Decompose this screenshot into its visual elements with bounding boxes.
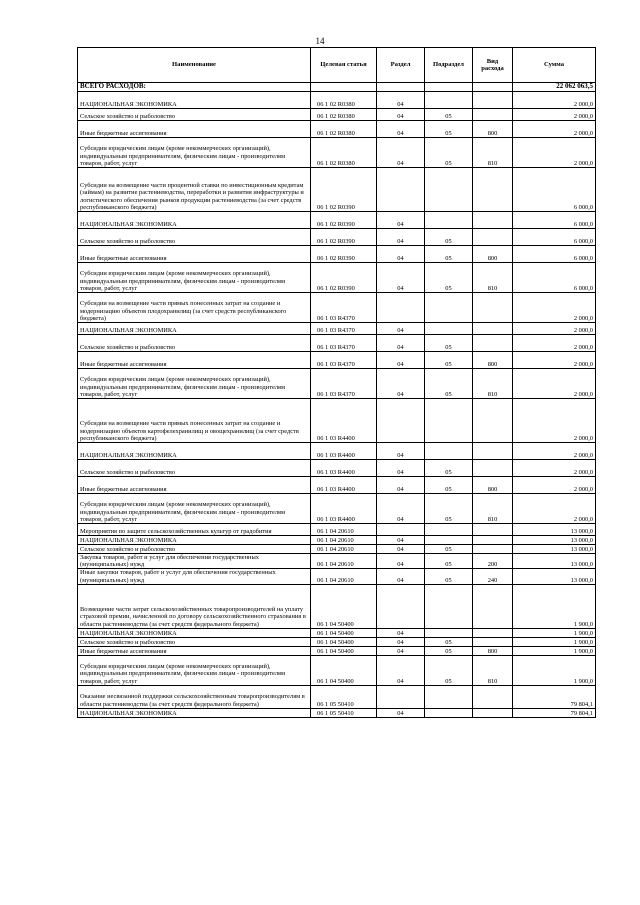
cell-section: 04 [377, 323, 425, 335]
table-cell [311, 83, 377, 92]
cell-subsection: 05 [425, 494, 473, 524]
cell-sum: 2 000,0 [513, 335, 596, 352]
table-row [78, 708, 596, 717]
cell-sum: 1 900,0 [513, 646, 596, 655]
cell-kind [473, 92, 513, 109]
cell-subsection [425, 168, 473, 212]
cell-target: 06 1 03 R4370 [311, 293, 377, 323]
cell-section: 04 [377, 443, 425, 460]
cell-section: 04 [377, 335, 425, 352]
cell-subsection [425, 212, 473, 229]
cell-sum: 2 000,0 [513, 121, 596, 138]
cell-subsection: 05 [425, 655, 473, 685]
cell-name: Возмещение части затрат сельскохозяйственных товаропроизводителей на уплату страховой премии, начисленной по договору сельскохозяйственного страхования в области растениеводства (за счет средств федерального бюджета) [78, 584, 311, 628]
cell-sum: 2 000,0 [513, 323, 596, 335]
cell-target: 06 1 02 R0390 [311, 212, 377, 229]
cell-target: 06 1 03 R4370 [311, 323, 377, 335]
cell-subsection [425, 92, 473, 109]
table-row [78, 323, 596, 335]
cell-kind [473, 524, 513, 536]
cell-kind [473, 460, 513, 477]
cell-kind: 240 [473, 569, 513, 584]
cell-name: НАЦИОНАЛЬНАЯ ЭКОНОМИКА [78, 92, 311, 109]
table-row [78, 655, 596, 685]
cell-subsection [425, 536, 473, 545]
cell-subsection [425, 708, 473, 717]
cell-kind: 200 [473, 554, 513, 569]
cell-section: 04 [377, 545, 425, 554]
cell-subsection [425, 323, 473, 335]
table-row [78, 494, 596, 524]
cell-sum: 1 900,0 [513, 628, 596, 637]
header-subsection: Подраздел [425, 48, 473, 83]
budget-table [77, 47, 596, 718]
cell-section: 04 [377, 536, 425, 545]
total-row [78, 83, 596, 92]
cell-sum: 13 000,0 [513, 524, 596, 536]
table-row [78, 569, 596, 584]
cell-name: Иные закупки товаров, работ и услуг для обеспечения государственных (муниципальных) нужд [78, 569, 311, 584]
cell-target: 06 1 04 20610 [311, 545, 377, 554]
cell-name: Иные бюджетные ассигнования [78, 477, 311, 494]
table-row [78, 443, 596, 460]
cell-name: Субсидии юридическим лицам (кроме некоммерческих организаций), индивидуальным предпринимателям, физическим лицам - производителям товаров, работ, услуг [78, 655, 311, 685]
cell-name: Сельское хозяйство и рыболовство [78, 335, 311, 352]
cell-kind [473, 628, 513, 637]
table-row [78, 460, 596, 477]
cell-section [377, 524, 425, 536]
table-row [78, 646, 596, 655]
cell-kind: 810 [473, 369, 513, 399]
cell-name: Закупка товаров, работ и услуг для обеспечения государственных (муниципальных) нужд [78, 554, 311, 569]
table-row [78, 477, 596, 494]
cell-sum: 2 000,0 [513, 138, 596, 168]
cell-subsection: 05 [425, 460, 473, 477]
cell-section: 04 [377, 628, 425, 637]
cell-subsection [425, 524, 473, 536]
table-cell [425, 83, 473, 92]
table-row [78, 685, 596, 708]
cell-section: 04 [377, 229, 425, 246]
cell-sum: 2 000,0 [513, 293, 596, 323]
cell-target: 06 1 04 50400 [311, 628, 377, 637]
cell-name: Сельское хозяйство и рыболовство [78, 460, 311, 477]
total-label: ВСЕГО РАСХОДОВ: [78, 83, 311, 92]
cell-section [377, 685, 425, 708]
cell-subsection [425, 685, 473, 708]
cell-target: 06 1 03 R4370 [311, 369, 377, 399]
table-row [78, 263, 596, 293]
cell-target: 06 1 04 20610 [311, 536, 377, 545]
cell-subsection: 05 [425, 637, 473, 646]
cell-name: Субсидии юридическим лицам (кроме некоммерческих организаций), индивидуальным предпринимателям, физическим лицам - производителям товаров, работ, услуг [78, 494, 311, 524]
cell-target: 06 1 05 50410 [311, 708, 377, 717]
cell-section [377, 168, 425, 212]
table-row [78, 399, 596, 443]
cell-target: 06 1 04 20610 [311, 569, 377, 584]
cell-target: 06 1 02 R0380 [311, 92, 377, 109]
header-target: Целевая статья [311, 48, 377, 83]
cell-sum: 2 000,0 [513, 477, 596, 494]
cell-section: 04 [377, 494, 425, 524]
table-row [78, 293, 596, 323]
cell-kind: 800 [473, 246, 513, 263]
header-section: Раздел [377, 48, 425, 83]
cell-target: 06 1 03 R4370 [311, 352, 377, 369]
cell-subsection: 05 [425, 109, 473, 121]
cell-kind: 800 [473, 352, 513, 369]
cell-sum: 13 000,0 [513, 545, 596, 554]
cell-target: 06 1 02 R0390 [311, 229, 377, 246]
cell-name: Субсидии юридическим лицам (кроме некоммерческих организаций), индивидуальным предпринимателям, физическим лицам - производителям товаров, работ, услуг [78, 263, 311, 293]
cell-kind [473, 109, 513, 121]
cell-kind: 800 [473, 646, 513, 655]
cell-kind [473, 536, 513, 545]
cell-sum: 13 000,0 [513, 536, 596, 545]
cell-target: 06 1 02 R0390 [311, 168, 377, 212]
cell-section: 04 [377, 655, 425, 685]
cell-sum: 1 900,0 [513, 584, 596, 628]
cell-sum: 2 000,0 [513, 92, 596, 109]
cell-sum: 2 000,0 [513, 443, 596, 460]
cell-target: 06 1 04 50400 [311, 655, 377, 685]
cell-section [377, 584, 425, 628]
cell-kind [473, 443, 513, 460]
cell-subsection: 05 [425, 263, 473, 293]
cell-name: Иные бюджетные ассигнования [78, 121, 311, 138]
table-row [78, 229, 596, 246]
cell-name: Иные бюджетные ассигнования [78, 646, 311, 655]
cell-target: 06 1 03 R4400 [311, 399, 377, 443]
table-row [78, 92, 596, 109]
cell-kind [473, 293, 513, 323]
cell-kind [473, 685, 513, 708]
cell-sum: 6 000,0 [513, 246, 596, 263]
cell-subsection: 05 [425, 335, 473, 352]
cell-name: НАЦИОНАЛЬНАЯ ЭКОНОМИКА [78, 443, 311, 460]
cell-name: Сельское хозяйство и рыболовство [78, 109, 311, 121]
cell-section: 04 [377, 138, 425, 168]
cell-sum: 2 000,0 [513, 109, 596, 121]
cell-section: 04 [377, 646, 425, 655]
cell-name: НАЦИОНАЛЬНАЯ ЭКОНОМИКА [78, 323, 311, 335]
cell-sum: 6 000,0 [513, 168, 596, 212]
table-row [78, 168, 596, 212]
cell-target: 06 1 03 R4400 [311, 443, 377, 460]
cell-target: 06 1 02 R0380 [311, 109, 377, 121]
cell-target: 06 1 03 R4370 [311, 335, 377, 352]
cell-name: НАЦИОНАЛЬНАЯ ЭКОНОМИКА [78, 708, 311, 717]
cell-sum: 2 000,0 [513, 369, 596, 399]
cell-name: НАЦИОНАЛЬНАЯ ЭКОНОМИКА [78, 536, 311, 545]
cell-section: 04 [377, 637, 425, 646]
cell-kind: 800 [473, 121, 513, 138]
header-kind: Вид расхода [473, 48, 513, 83]
cell-target: 06 1 04 50400 [311, 646, 377, 655]
cell-sum: 1 900,0 [513, 637, 596, 646]
cell-sum: 79 804,1 [513, 708, 596, 717]
table-row [78, 524, 596, 536]
cell-section: 04 [377, 352, 425, 369]
cell-target: 06 1 05 50410 [311, 685, 377, 708]
cell-subsection [425, 628, 473, 637]
total-sum: 22 062 063,5 [513, 83, 596, 92]
cell-subsection: 05 [425, 477, 473, 494]
cell-kind: 810 [473, 655, 513, 685]
cell-target: 06 1 04 20610 [311, 524, 377, 536]
cell-subsection: 05 [425, 369, 473, 399]
table-row [78, 584, 596, 628]
header-sum: Сумма [513, 48, 596, 83]
cell-kind [473, 637, 513, 646]
cell-subsection [425, 584, 473, 628]
cell-name: Субсидии на возмещение части процентной ставки по инвестиционным кредитам (займам) на развитие растениеводства, переработки и развития инфраструктуры и логистического обеспечения рынков продукции растениеводства (за счет средств республиканского бюджета) [78, 168, 311, 212]
cell-sum: 2 000,0 [513, 460, 596, 477]
cell-sum: 1 900,0 [513, 655, 596, 685]
cell-subsection: 05 [425, 545, 473, 554]
cell-section: 04 [377, 246, 425, 263]
cell-section: 04 [377, 460, 425, 477]
cell-sum: 2 000,0 [513, 494, 596, 524]
table-row [78, 628, 596, 637]
table-row [78, 109, 596, 121]
cell-subsection: 05 [425, 569, 473, 584]
cell-kind [473, 323, 513, 335]
cell-target: 06 1 04 50400 [311, 584, 377, 628]
cell-section: 04 [377, 263, 425, 293]
cell-section: 04 [377, 92, 425, 109]
table-body [78, 83, 596, 718]
cell-target: 06 1 02 R0390 [311, 246, 377, 263]
cell-sum: 79 804,1 [513, 685, 596, 708]
cell-name: Иные бюджетные ассигнования [78, 352, 311, 369]
table-header-row [78, 48, 596, 83]
cell-kind [473, 545, 513, 554]
cell-subsection: 05 [425, 229, 473, 246]
cell-section: 04 [377, 121, 425, 138]
cell-kind [473, 335, 513, 352]
table-row [78, 637, 596, 646]
cell-name: Сельское хозяйство и рыболовство [78, 229, 311, 246]
cell-sum: 6 000,0 [513, 212, 596, 229]
table-cell [473, 83, 513, 92]
cell-section: 04 [377, 212, 425, 229]
cell-target: 06 1 02 R0390 [311, 263, 377, 293]
cell-name: Субсидии юридическим лицам (кроме некоммерческих организаций), индивидуальным предпринимателям, физическим лицам - производителям товаров, работ, услуг [78, 138, 311, 168]
table-row [78, 545, 596, 554]
cell-name: Субсидии юридическим лицам (кроме некоммерческих организаций), индивидуальным предпринимателям, физическим лицам - производителям товаров, работ, услуг [78, 369, 311, 399]
cell-kind: 810 [473, 494, 513, 524]
cell-target: 06 1 04 50400 [311, 637, 377, 646]
cell-subsection: 05 [425, 554, 473, 569]
table-row [78, 352, 596, 369]
cell-sum: 6 000,0 [513, 263, 596, 293]
cell-target: 06 1 03 R4400 [311, 477, 377, 494]
cell-sum: 13 000,0 [513, 554, 596, 569]
cell-subsection: 05 [425, 138, 473, 168]
page-number: 14 [315, 36, 325, 46]
cell-subsection: 05 [425, 646, 473, 655]
cell-kind [473, 584, 513, 628]
cell-name: Сельское хозяйство и рыболовство [78, 637, 311, 646]
cell-kind [473, 708, 513, 717]
cell-kind [473, 168, 513, 212]
cell-subsection: 05 [425, 246, 473, 263]
cell-section: 04 [377, 569, 425, 584]
cell-kind [473, 229, 513, 246]
table-row [78, 335, 596, 352]
cell-section: 04 [377, 477, 425, 494]
cell-sum: 13 000,0 [513, 569, 596, 584]
cell-target: 06 1 03 R4400 [311, 460, 377, 477]
cell-sum: 2 000,0 [513, 352, 596, 369]
table-row [78, 369, 596, 399]
table-row [78, 121, 596, 138]
table-row [78, 138, 596, 168]
cell-name: Сельское хозяйство и рыболовство [78, 545, 311, 554]
cell-name: НАЦИОНАЛЬНАЯ ЭКОНОМИКА [78, 212, 311, 229]
table-row [78, 536, 596, 545]
table-row [78, 246, 596, 263]
header-name: Наименование [78, 48, 311, 83]
cell-sum: 6 000,0 [513, 229, 596, 246]
cell-section: 04 [377, 369, 425, 399]
cell-name: Оказание несвязанной поддержки сельскохозяйственным товаропроизводителям в области растениеводства (за счет средств федерального бюджета) [78, 685, 311, 708]
cell-name: Мероприятия по защите сельскохозяйственных культур от градобития [78, 524, 311, 536]
cell-kind: 810 [473, 138, 513, 168]
cell-target: 06 1 03 R4400 [311, 494, 377, 524]
cell-subsection [425, 399, 473, 443]
cell-section: 04 [377, 708, 425, 717]
cell-target: 06 1 02 R0380 [311, 138, 377, 168]
cell-target: 06 1 04 20610 [311, 554, 377, 569]
cell-sum: 2 000,0 [513, 399, 596, 443]
cell-subsection [425, 443, 473, 460]
cell-name: Субсидии на возмещение части прямых понесенных затрат на создание и модернизацию объектов картофелехранилищ и овощехранилищ (за счет средств республиканского бюджета) [78, 399, 311, 443]
cell-name: Иные бюджетные ассигнования [78, 246, 311, 263]
table-row [78, 212, 596, 229]
cell-name: НАЦИОНАЛЬНАЯ ЭКОНОМИКА [78, 628, 311, 637]
cell-section [377, 399, 425, 443]
cell-subsection: 05 [425, 121, 473, 138]
cell-section [377, 293, 425, 323]
cell-kind [473, 212, 513, 229]
cell-section: 04 [377, 109, 425, 121]
cell-kind: 810 [473, 263, 513, 293]
table-cell [377, 83, 425, 92]
cell-name: Субсидии на возмещение части прямых понесенных затрат на создание и модернизацию объектов плодохранилищ (за счет средств республиканского бюджета) [78, 293, 311, 323]
cell-subsection [425, 293, 473, 323]
cell-subsection: 05 [425, 352, 473, 369]
table-row [78, 554, 596, 569]
cell-kind [473, 399, 513, 443]
cell-target: 06 1 02 R0380 [311, 121, 377, 138]
cell-kind: 800 [473, 477, 513, 494]
cell-section: 04 [377, 554, 425, 569]
